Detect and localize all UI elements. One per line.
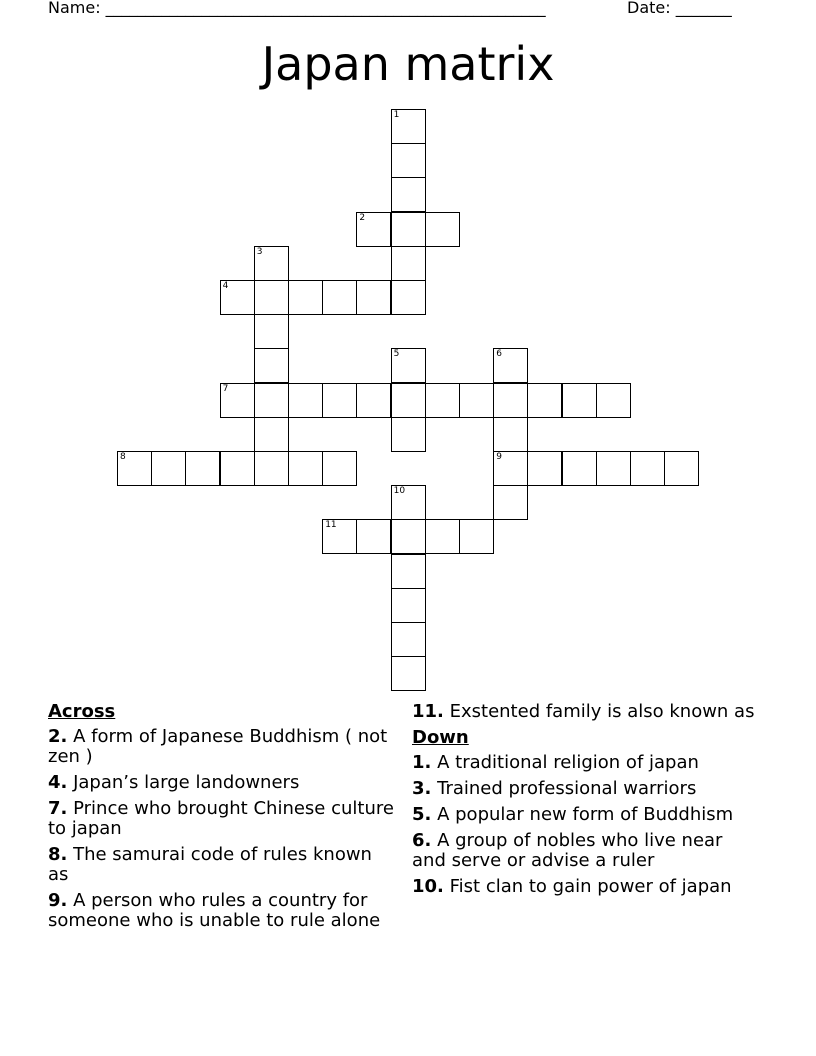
grid-cell[interactable] <box>151 451 186 486</box>
grid-cell[interactable] <box>322 280 357 315</box>
grid-cell[interactable] <box>356 383 391 418</box>
clue-number: 11 <box>325 520 337 531</box>
grid-cell[interactable] <box>562 451 597 486</box>
grid-cell[interactable] <box>391 143 426 178</box>
grid-cell[interactable] <box>391 554 426 589</box>
clue-num: 4. <box>48 772 68 793</box>
clue-text: A group of nobles who live near and serve or advise a ruler <box>412 830 723 871</box>
grid-cell[interactable] <box>493 485 528 520</box>
clue-item <box>412 702 762 722</box>
clue-text: A traditional religion of japan <box>431 752 699 773</box>
grid-cell[interactable] <box>254 417 289 452</box>
grid-cell[interactable] <box>356 280 391 315</box>
down-heading: Down <box>412 727 469 748</box>
across-clue-list-continued <box>412 702 762 722</box>
grid-cell[interactable] <box>322 383 357 418</box>
clue-text: Fist clan to gain power of japan <box>443 876 732 897</box>
grid-cell[interactable] <box>117 451 152 486</box>
grid-cell[interactable] <box>630 451 665 486</box>
grid-cell[interactable] <box>254 314 289 349</box>
grid-cell[interactable] <box>356 519 391 554</box>
clue-number: 3 <box>256 246 263 257</box>
clue-number: 4 <box>222 281 229 291</box>
grid-cell[interactable] <box>220 451 255 486</box>
clue-item <box>412 779 762 799</box>
grid-cell[interactable] <box>220 280 255 315</box>
grid-cell[interactable] <box>527 383 562 418</box>
clue-item <box>48 773 398 793</box>
grid-cell[interactable] <box>391 485 426 520</box>
grid-cell[interactable] <box>391 246 426 281</box>
clues-right-column <box>412 702 762 903</box>
grid-cell[interactable] <box>425 519 460 554</box>
grid-cell[interactable] <box>459 519 494 554</box>
grid-cell[interactable] <box>493 417 528 452</box>
grid-cell[interactable] <box>391 417 426 452</box>
grid-cell[interactable] <box>254 451 289 486</box>
grid-cell[interactable] <box>391 177 426 212</box>
clue-number: 9 <box>496 452 502 462</box>
clue-item <box>412 831 762 871</box>
down-clue-list <box>412 753 762 897</box>
clue-text: A form of Japanese Buddhism ( not zen ) <box>48 726 388 767</box>
across-clue-list <box>48 727 398 931</box>
grid-cell[interactable] <box>459 383 494 418</box>
grid-cell[interactable] <box>288 451 323 486</box>
grid-cell[interactable] <box>391 348 426 383</box>
clue-item <box>48 727 398 767</box>
clue-num: 1. <box>412 752 432 773</box>
clue-text: Trained professional warriors <box>431 778 697 799</box>
clue-text: Prince who brought Chinese culture to japan <box>48 798 394 839</box>
clue-number: 7 <box>222 383 229 394</box>
grid-cell[interactable] <box>185 451 220 486</box>
grid-cell[interactable] <box>254 280 289 315</box>
clue-num: 5. <box>412 804 432 825</box>
grid-cell[interactable] <box>493 348 528 383</box>
clue-number: 8 <box>120 452 126 462</box>
clue-num: 8. <box>48 844 68 865</box>
grid-cell[interactable] <box>391 383 426 418</box>
clue-num: 2. <box>48 726 68 747</box>
clue-item <box>48 845 398 885</box>
grid-cell[interactable] <box>527 451 562 486</box>
clue-num: 9. <box>48 890 68 911</box>
across-heading: Across <box>48 701 116 722</box>
grid-cell[interactable] <box>493 383 528 418</box>
clue-number: 5 <box>393 349 400 360</box>
clues-left-column <box>48 702 398 937</box>
clue-num: 10. <box>412 876 444 897</box>
grid-cell[interactable] <box>322 451 357 486</box>
grid-cell[interactable] <box>425 383 460 418</box>
clue-number: 2 <box>359 212 366 223</box>
grid-cell[interactable] <box>391 109 426 144</box>
grid-cell[interactable] <box>288 280 323 315</box>
grid-cell[interactable] <box>425 212 460 247</box>
name-label: Name: _______________________________________________________ <box>48 0 546 17</box>
date-label: Date: _______ <box>627 0 732 17</box>
grid-cell[interactable] <box>596 451 631 486</box>
clue-number: 10 <box>393 486 406 497</box>
clue-item <box>48 891 398 931</box>
clue-num: 6. <box>412 830 432 851</box>
grid-cell[interactable] <box>391 588 426 623</box>
grid-cell[interactable] <box>254 348 289 383</box>
clue-item <box>412 805 762 825</box>
clue-num: 11. <box>412 701 444 722</box>
grid-cell[interactable] <box>562 383 597 418</box>
grid-cell[interactable] <box>288 383 323 418</box>
grid-cell[interactable] <box>254 246 289 281</box>
clue-number: 6 <box>496 349 502 360</box>
grid-cell[interactable] <box>356 212 391 247</box>
grid-cell[interactable] <box>391 622 426 657</box>
grid-cell[interactable] <box>322 519 357 554</box>
grid-cell[interactable] <box>391 519 426 554</box>
grid-cell[interactable] <box>664 451 699 486</box>
clue-item <box>412 877 762 897</box>
grid-cell[interactable] <box>254 383 289 418</box>
clue-num: 7. <box>48 798 68 819</box>
grid-cell[interactable] <box>391 212 426 247</box>
clue-text: A person who rules a country for someone who is unable to rule alone <box>48 890 381 931</box>
grid-cell[interactable] <box>391 280 426 315</box>
clue-number: 1 <box>393 110 400 120</box>
clue-text: Japan’s large landowners <box>67 772 300 793</box>
grid-cell[interactable] <box>391 656 426 691</box>
page-title: Japan matrix <box>261 37 555 91</box>
clue-text: A popular new form of Buddhism <box>431 804 734 825</box>
clue-item <box>48 799 398 839</box>
clue-num: 3. <box>412 778 432 799</box>
grid-cell[interactable] <box>493 451 528 486</box>
clue-item <box>412 753 762 773</box>
grid-cell[interactable] <box>220 383 255 418</box>
clue-text: Exstented family is also known as <box>443 701 755 722</box>
grid-cell[interactable] <box>596 383 631 418</box>
clue-text: The samurai code of rules known as <box>48 844 372 885</box>
